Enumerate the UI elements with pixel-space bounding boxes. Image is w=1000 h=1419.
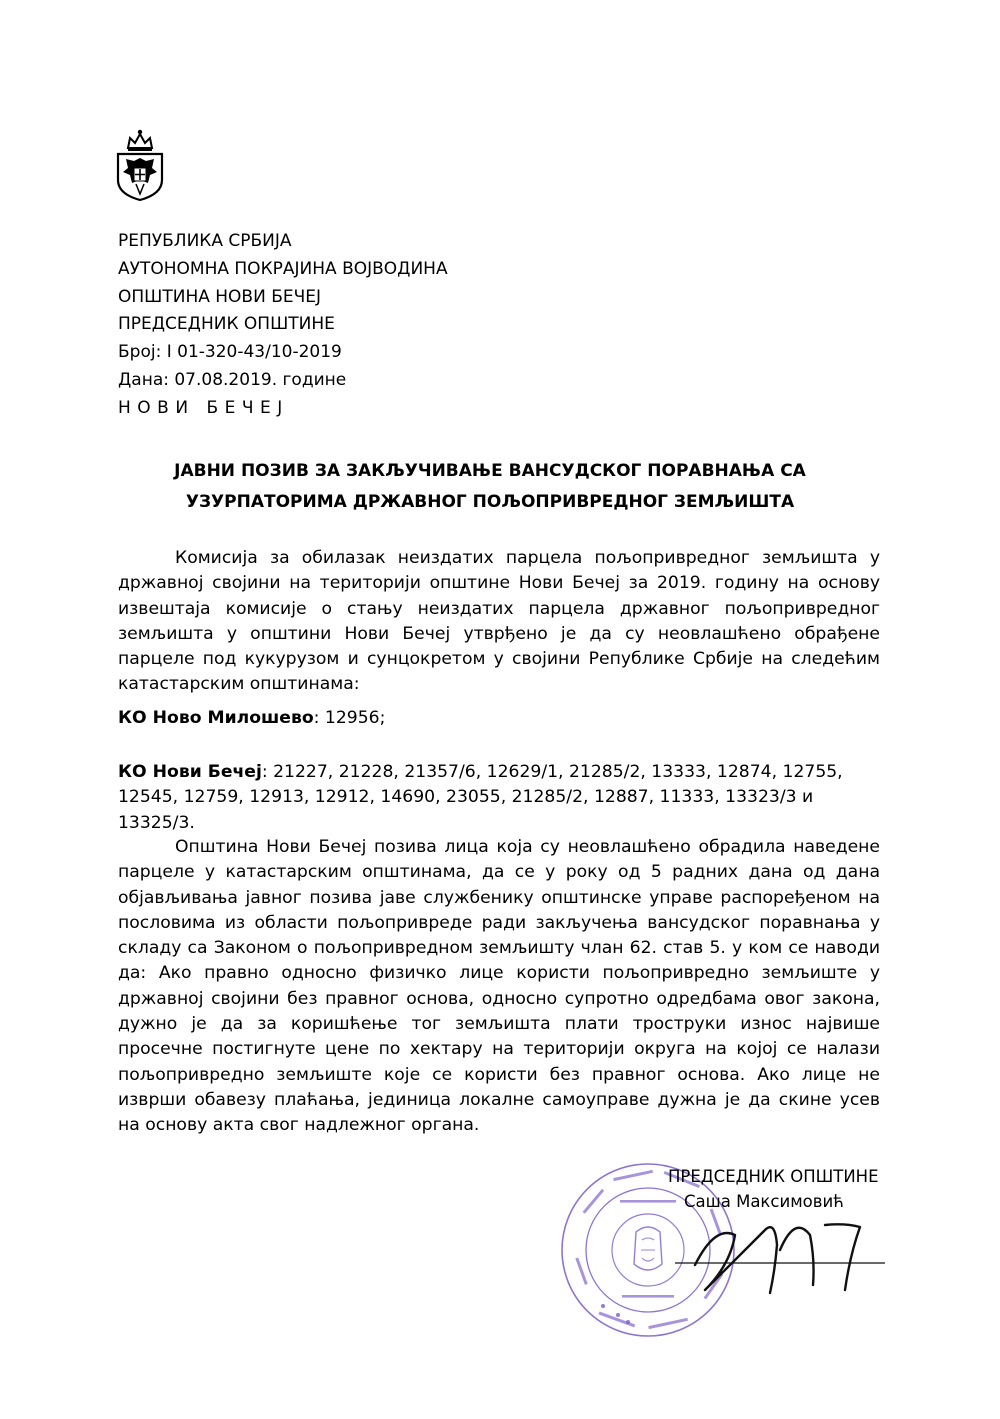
document-date: Дана: 07.08.2019. године (118, 369, 347, 390)
ko1-parcels: : 12956; (313, 708, 386, 728)
paragraph-invitation (118, 835, 880, 1139)
handwritten-signature (675, 1205, 885, 1300)
paragraph-invitation-text: Општина Нови Бечеј позива лица која су неовлашћено обрадила наведене парцеле у катастарским општинама, да се у року од 5 радних дана од дана објављивања јавног позива јаве службенику општинске управе распоређеном на пословима из области пољопривреде ради закључења вансудског поравнања у складу са Законом о пољопривредном земљишту члан 62. став 5. у ком се наводи да: Ако правно односно физичко лице користи пољопривредно земљиште у државној својини без правног основа, односно супротно одредбама овог закона, дужно је да за коришћење тог земљишта плати троструки износ највише просечне постигнуте цене по хектару на територији округа на којој се налази пољопривредно земљиште које се користи без правног основа. Ако лице не изврши обавезу плаћања, јединица локалне самоуправе дужна је да скине усев на основу акта свог надлежног органа. (118, 837, 880, 1136)
signatory-name: Саша Максимовић (684, 1192, 844, 1211)
header-office: ПРЕДСЕДНИК ОПШТИНЕ (118, 314, 335, 335)
header-province: АУТОНОМНА ПОКРАЈИНА ВОЈВОДИНА (118, 258, 448, 279)
issuer-header (118, 228, 448, 423)
signatory-title: ПРЕДСЕДНИК ОПШТИНЕ (668, 1167, 879, 1186)
coat-of-arms-emblem (114, 128, 166, 202)
header-country: РЕПУБЛИКА СРБИЈА (118, 231, 292, 251)
document-title (100, 456, 880, 518)
cadastral-municipality-novo-milosevo (118, 706, 385, 731)
paragraph-commission-text: Комисија за обилазак неиздатих парцела пољопривредног земљишта у државној својини на територији општине Нови Бечеј за 2019. годину на основу извештаја комисије о стању неиздатих парцела државног пољопривредног земљишта у општини Нови Бечеј утврђено је да су неовлашћено обрађене парцеле под кукурузом и сунцокретом у својини Републике Србије на следећим катастарским општинама: (118, 548, 880, 695)
ko2-parcels: : 21227, 21228, 21357/6, 12629/1, 21285/2, 13333, 12874, 12755, 12545, 12759, 12913, 12912, 14690, 23055, 21285/2, 12887, 11333, 13323/3 и 13325/3. (118, 762, 843, 833)
cadastral-municipality-novi-becej (118, 760, 880, 836)
ko1-label: КО Ново Милошево (118, 708, 314, 728)
document-number: Број: I 01-320-43/10-2019 (118, 342, 342, 363)
title-line-2: УЗУРПАТОРИМА ДРЖАВНОГ ПОЉОПРИВРЕДНОГ ЗЕМЉИШТА (185, 492, 795, 512)
paragraph-commission (118, 546, 880, 698)
ko2-label: КО Нови Бечеј (118, 762, 262, 782)
header-municipality: ОПШТИНА НОВИ БЕЧЕЈ (118, 286, 322, 307)
document-place: НОВИ БЕЧЕЈ (118, 397, 289, 418)
title-line-1: ЈАВНИ ПОЗИВ ЗА ЗАКЉУЧИВАЊЕ ВАНСУДСКОГ ПОРАВНАЊА СА (174, 461, 806, 481)
